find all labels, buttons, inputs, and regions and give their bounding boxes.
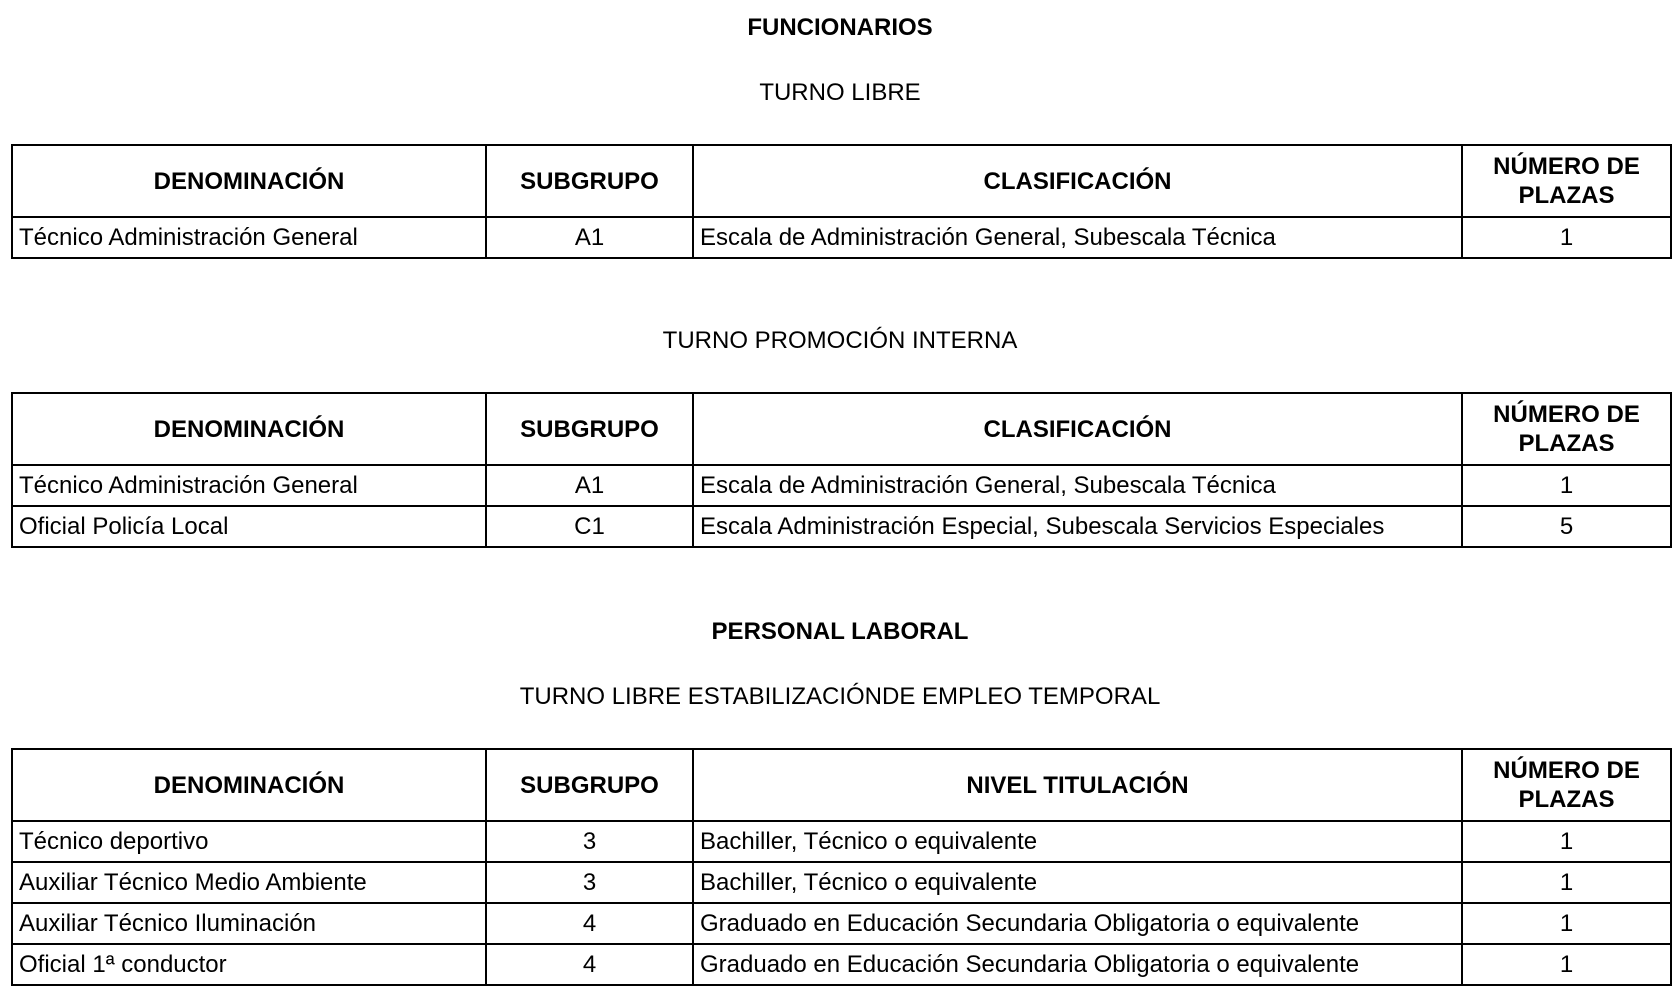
header-subgrupo: SUBGRUPO [486, 393, 693, 465]
cell-numero-plazas: 1 [1462, 465, 1671, 506]
header-denominacion: DENOMINACIÓN [12, 749, 486, 821]
cell-numero-plazas: 1 [1462, 821, 1671, 862]
table-turno-libre [11, 144, 1672, 259]
table-header-row [12, 749, 1671, 821]
table-row [12, 862, 1671, 903]
header-numero-plazas: NÚMERO DE PLAZAS [1462, 749, 1671, 821]
cell-nivel-titulacion: Bachiller, Técnico o equivalente [693, 821, 1462, 862]
cell-subgrupo: 4 [486, 944, 693, 985]
table-row [12, 944, 1671, 985]
cell-nivel-titulacion: Bachiller, Técnico o equivalente [693, 862, 1462, 903]
subtitle-turno-promocion: TURNO PROMOCIÓN INTERNA [662, 327, 1018, 354]
header-denominacion: DENOMINACIÓN [12, 393, 486, 465]
table-row [12, 465, 1671, 506]
cell-clasificacion: Escala Administración Especial, Subescala Servicios Especiales [693, 506, 1462, 547]
header-subgrupo: SUBGRUPO [486, 749, 693, 821]
header-clasificacion: CLASIFICACIÓN [693, 145, 1462, 217]
header-nivel-titulacion: NIVEL TITULACIÓN [693, 749, 1462, 821]
section-title-funcionarios: FUNCIONARIOS [747, 14, 933, 41]
cell-subgrupo: A1 [486, 217, 693, 258]
header-numero-plazas: NÚMERO DE PLAZAS [1462, 393, 1671, 465]
cell-subgrupo: A1 [486, 465, 693, 506]
table-row [12, 506, 1671, 547]
cell-denominacion: Oficial 1ª conductor [12, 944, 486, 985]
cell-clasificacion: Escala de Administración General, Subescala Técnica [693, 465, 1462, 506]
cell-clasificacion: Escala de Administración General, Subescala Técnica [693, 217, 1462, 258]
table-header-row [12, 393, 1671, 465]
cell-denominacion: Auxiliar Técnico Iluminación [12, 903, 486, 944]
section-title-personal-laboral: PERSONAL LABORAL [711, 618, 969, 645]
cell-denominacion: Técnico Administración General [12, 465, 486, 506]
cell-denominacion: Técnico deportivo [12, 821, 486, 862]
cell-numero-plazas: 1 [1462, 944, 1671, 985]
table-row [12, 903, 1671, 944]
table-turno-promocion [11, 392, 1672, 548]
cell-denominacion: Oficial Policía Local [12, 506, 486, 547]
table-header-row [12, 145, 1671, 217]
cell-subgrupo: C1 [486, 506, 693, 547]
table-row [12, 821, 1671, 862]
header-numero-plazas: NÚMERO DE PLAZAS [1462, 145, 1671, 217]
cell-nivel-titulacion: Graduado en Educación Secundaria Obligatoria o equivalente [693, 944, 1462, 985]
subtitle-turno-libre: TURNO LIBRE [759, 79, 921, 106]
cell-numero-plazas: 1 [1462, 862, 1671, 903]
cell-numero-plazas: 1 [1462, 903, 1671, 944]
cell-numero-plazas: 1 [1462, 217, 1671, 258]
cell-subgrupo: 3 [486, 862, 693, 903]
cell-nivel-titulacion: Graduado en Educación Secundaria Obligatoria o equivalente [693, 903, 1462, 944]
cell-denominacion: Auxiliar Técnico Medio Ambiente [12, 862, 486, 903]
cell-denominacion: Técnico Administración General [12, 217, 486, 258]
header-denominacion: DENOMINACIÓN [12, 145, 486, 217]
cell-numero-plazas: 5 [1462, 506, 1671, 547]
table-turno-estabilizacion [11, 748, 1672, 986]
cell-subgrupo: 3 [486, 821, 693, 862]
cell-subgrupo: 4 [486, 903, 693, 944]
header-subgrupo: SUBGRUPO [486, 145, 693, 217]
subtitle-turno-estabilizacion: TURNO LIBRE ESTABILIZACIÓNDE EMPLEO TEMPORAL [519, 683, 1161, 710]
header-clasificacion: CLASIFICACIÓN [693, 393, 1462, 465]
table-row [12, 217, 1671, 258]
